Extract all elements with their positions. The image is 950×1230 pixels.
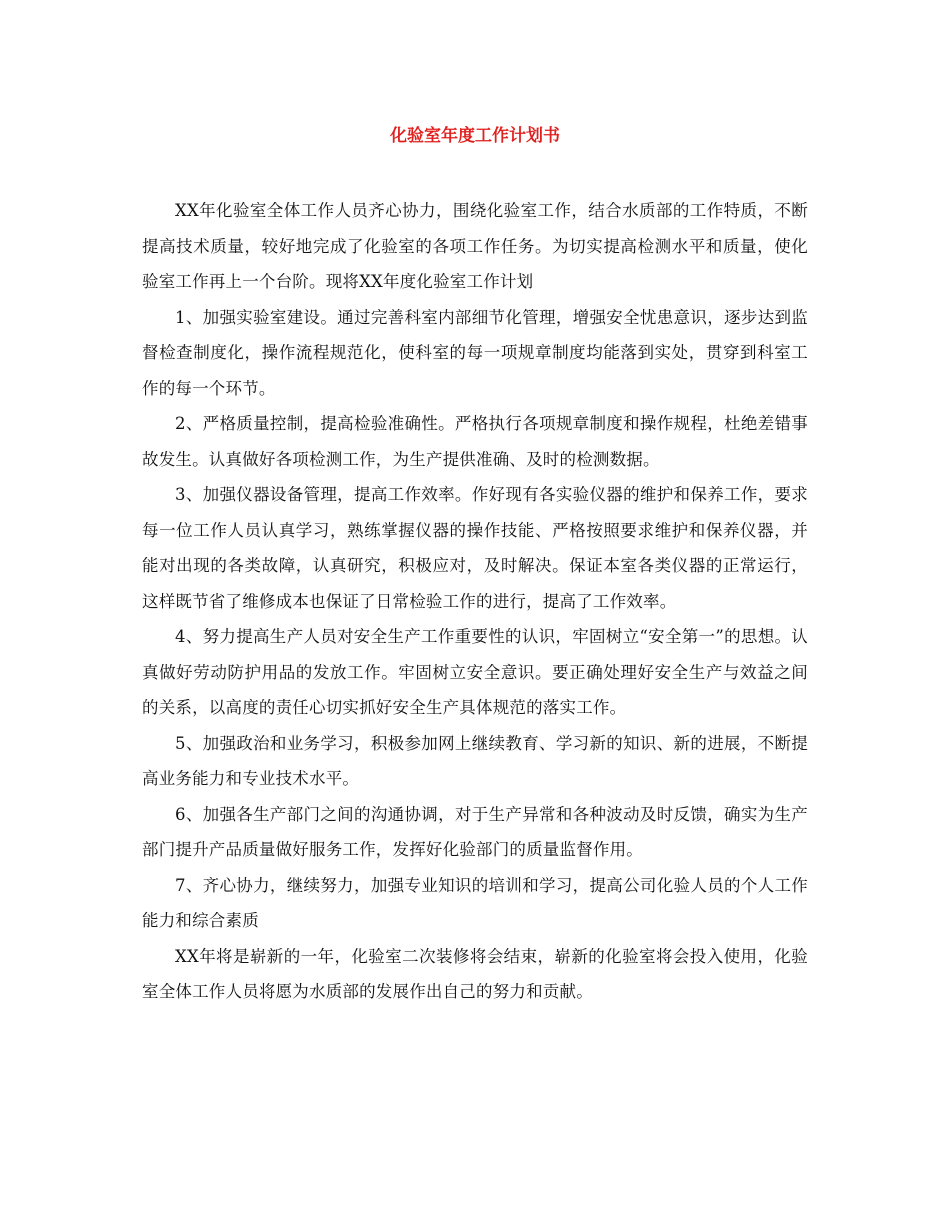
document-body — [142, 193, 808, 1010]
page-title: 化验室年度工作计划书 — [390, 126, 560, 146]
paragraph-intro: XX年化验室全体工作人员齐心协力，围绕化验室工作，结合水质部的工作特质，不断提高技术质量，较好地完成了化验室的各项工作任务。为切实提高检测水平和质量，使化验室工作再上一个台阶。现将XX年度化验室工作计划 — [142, 201, 808, 291]
paragraph-item-6: 6、加强各生产部门之间的沟通协调，对于生产异常和各种波动及时反馈，确实为生产部门提升产品质量做好服务工作，发挥好化验部门的质量监督作用。 — [142, 804, 808, 859]
paragraph-item-7: 7、齐心协力，继续努力，加强专业知识的培训和学习，提高公司化验人员的个人工作能力和综合素质 — [142, 875, 808, 930]
paragraph-conclusion: XX年将是崭新的一年，化验室二次装修将会结束，崭新的化验室将会投入使用，化验室全体工作人员将愿为水质部的发展作出自己的努力和贡献。 — [142, 946, 808, 1001]
paragraph-item-4: 4、努力提高生产人员对安全生产工作重要性的认识，牢固树立“安全第一”的思想。认真做好劳动防护用品的发放工作。牢固树立安全意识。要正确处理好安全生产与效益之间的关系，以高度的责任心切实抓好安全生产具体规范的落实工作。 — [142, 627, 808, 717]
paragraph-item-1: 1、加强实验室建设。通过完善科室内部细节化管理，增强安全忧患意识，逐步达到监督检查制度化，操作流程规范化，使科室的每一项规章制度均能落到实处，贯穿到科室工作的每一个环节。 — [142, 307, 808, 398]
paragraph-item-3: 3、加强仪器设备管理，提高工作效率。作好现有各实验仪器的维护和保养工作，要求每一位工作人员认真学习，熟练掌握仪器的操作技能、严格按照要求维护和保养仪器，并能对出现的各类故障，认真研究，积极应对，及时解决。保证本室各类仪器的正常运行，这样既节省了维修成本也保证了日常检验工作的进行，提高了工作效率。 — [142, 485, 808, 611]
paragraph-item-5: 5、加强政治和业务学习，积极参加网上继续教育、学习新的知识、新的进展，不断提高业务能力和专业技术水平。 — [142, 733, 808, 788]
paragraph-item-2: 2、严格质量控制，提高检验准确性。严格执行各项规章制度和操作规程，杜绝差错事故发生。认真做好各项检测工作，为生产提供准确、及时的检测数据。 — [142, 414, 808, 469]
